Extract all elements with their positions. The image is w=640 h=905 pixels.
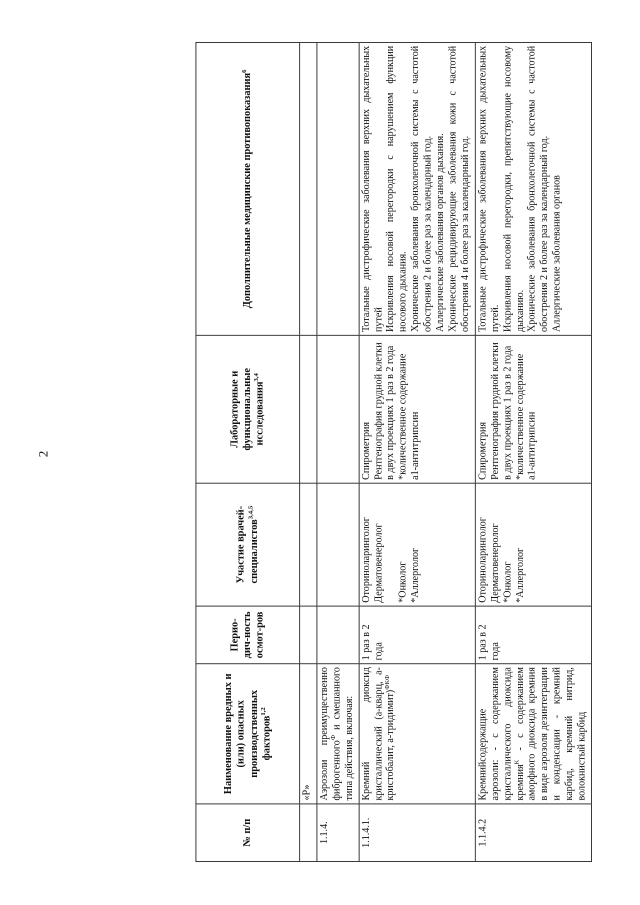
page-number: 2 xyxy=(35,450,51,458)
row-doctors xyxy=(359,483,475,606)
header-row xyxy=(196,42,300,861)
header-num: № п/п xyxy=(196,804,300,862)
header-period: Перио-дич-ность осмот-ров xyxy=(196,606,300,664)
row-labs xyxy=(317,335,359,483)
contra-item: Аллергические заболевания органов xyxy=(551,175,563,332)
row-labs xyxy=(300,335,317,483)
row-name: Аэрозоли преимущественно фиброгенного$^Ф$ и смешанного типа действия, включая: xyxy=(317,664,359,804)
row-period xyxy=(317,606,359,664)
row-name: Кремний диоксид кристаллический (а-кварц, а-кристобалит, а-тридимит)$^{ФКФ}$ xyxy=(359,664,475,804)
lab-item: *количественное содержание а1-антитрипсин xyxy=(398,353,422,480)
row-period: 1 раз в 2 года xyxy=(359,606,475,664)
lab-item: Спирометрия xyxy=(361,421,372,480)
medical-factors-table xyxy=(195,42,591,862)
row-contra xyxy=(359,42,475,335)
row-doctors xyxy=(317,483,359,606)
row-num: 1.1.4.1. xyxy=(359,804,475,862)
header-contra: Дополнительные медицинские противопоказания$^6$ xyxy=(196,42,300,335)
doctor-item: *Аллерголог xyxy=(514,547,526,603)
table-row xyxy=(317,42,359,861)
contra-item: Аллергические заболевания органов дыхания. xyxy=(435,133,447,332)
row-num xyxy=(300,804,317,862)
contra-item: Тотальные дистрофические заболевания верхних дыхательных путей xyxy=(361,45,385,332)
lab-item: Спирометрия xyxy=(477,421,489,480)
header-name: Наименование вредных и (или) опасных производственных факторов$^{1,2}$ xyxy=(196,664,300,804)
row-contra xyxy=(300,42,317,335)
lab-item: *количественное содержание а1-антитрипсин xyxy=(514,353,538,480)
lab-item: Рентгенография грудной клетки в двух проекциях 1 раз в 2 года xyxy=(373,342,397,480)
row-num: 1.1.4.2 xyxy=(475,804,591,862)
contra-item: Хронические заболевания бронхолегочной системы с частотой обострения 2 и более раз за календарный год. xyxy=(527,45,551,332)
doctor-item: *Онколог xyxy=(398,561,409,603)
row-name: «Р» xyxy=(300,664,317,804)
row-labs xyxy=(475,335,591,483)
contra-item: Искривления носовой перегородки с нарушением функции носового дыхания. xyxy=(385,45,409,332)
row-period xyxy=(300,606,317,664)
row-labs xyxy=(359,335,475,483)
table-row xyxy=(475,42,591,861)
contra-item: Хронические рецидивирующие заболевания кожи с частотой обострения 4 и более раз за календарный год. xyxy=(447,45,471,332)
contra-item: Тотальные дистрофические заболевания верхних дыхательных путей. xyxy=(477,45,501,332)
row-num: 1.1.4. xyxy=(317,804,359,862)
row-contra xyxy=(475,42,591,335)
lab-item: Рентгенография грудной клетки в двух проекциях 1 раз в 2 года xyxy=(489,342,513,480)
header-labs: Лабораторные и функциональные исследования$^{3,4}$ xyxy=(196,335,300,483)
row-period: 1 раз в 2 года xyxy=(475,606,591,664)
doctor-item: Оториноларинголог xyxy=(477,517,489,603)
doctor-item: Дерматовенеролог xyxy=(489,523,501,603)
contra-item: Хронические заболевания бронхолегочной системы с частотой обострения 2 и более раз за календарный год. xyxy=(410,45,434,332)
table-row xyxy=(300,42,317,861)
doctor-item: *Аллерголог xyxy=(410,547,422,603)
doctor-item: *Онколог xyxy=(502,561,513,603)
doctor-item xyxy=(386,487,398,603)
rotated-table-wrapper xyxy=(195,42,592,862)
row-doctors xyxy=(300,483,317,606)
doctor-item: Дерматовенеролог xyxy=(373,523,385,603)
doctor-item: Оториноларинголог xyxy=(361,517,372,603)
table-row xyxy=(359,42,475,861)
contra-item: Искривления носовой перегородки, препятствующие носовому дыханию. xyxy=(502,45,526,332)
row-doctors xyxy=(475,483,591,606)
row-name: Кремнийсодержащие аэрозоли: - с содержанием кристаллического диоксида кремния$^К$ - с содержанием аморфного диоксида кремния в виде аэрозоля дезинтеграции и конденсации - кремний карбид, кремний нитрид, волокнистый карбид xyxy=(475,664,591,804)
row-contra xyxy=(317,42,359,335)
header-doctors: Участие врачей-специалистов$^{3,4,5}$ xyxy=(196,483,300,606)
